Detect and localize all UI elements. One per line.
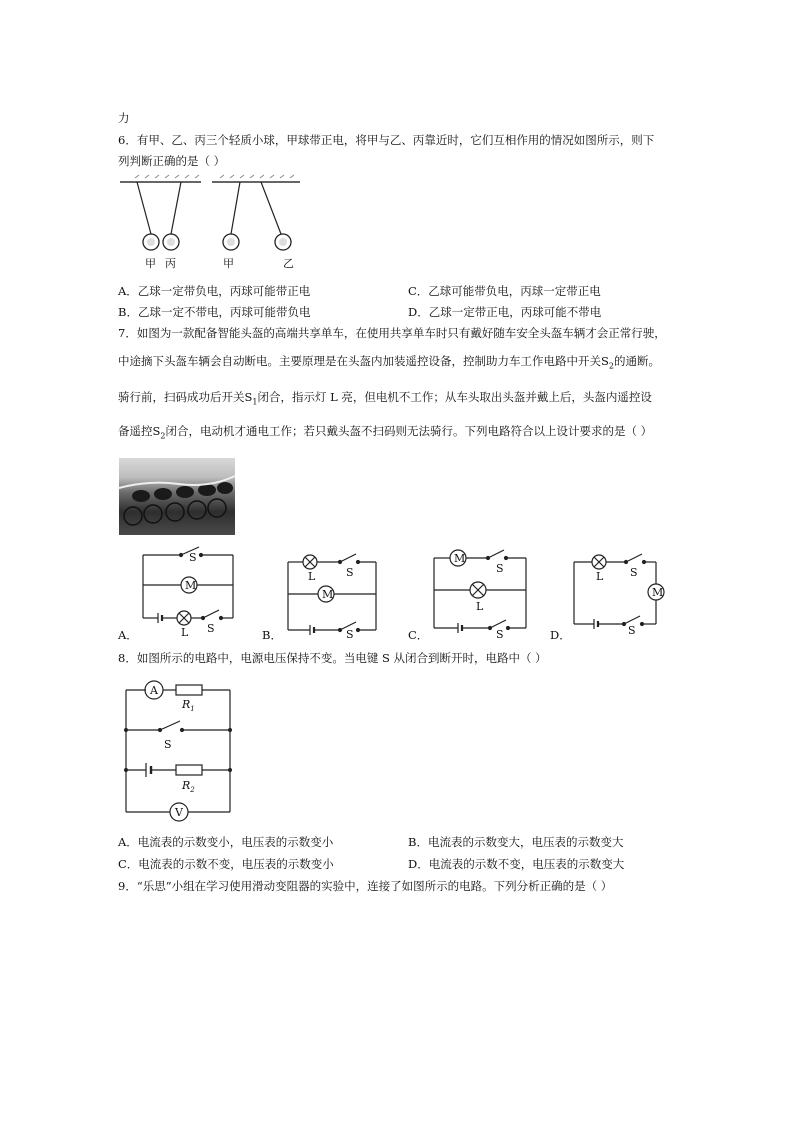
q6-option-a: A．乙球一定带负电，丙球可能带正电 [118,284,311,298]
q7-line2: 中途摘下头盔车辆会自动断电。主要原理是在头盔内加装遥控设备，控制助力车工作电路中开关$S_2$的通断。 [118,354,660,371]
page-top-fragment: 力 [118,111,130,125]
q8-stem: 8．如图所示的电路中，电源电压保持不变。当电键 S 从闭合到断开时，电路中（ ） [118,651,547,665]
q6-option-b: B．乙球一定不带电，丙球可能带负电 [118,305,311,319]
svg-text:S: S [496,562,504,575]
svg-text:S: S [189,551,197,564]
svg-text:L: L [181,626,189,639]
q6-figure-balls [115,172,315,272]
shared-bike-photo [119,458,235,535]
q6-stem-line2: 列判断正确的是（ ） [118,154,226,168]
r2-label: $R_2$ [182,779,195,794]
voltmeter-label: V [175,806,183,819]
q8-circuit [124,676,244,826]
q8-option-c: C．电流表的示数不变，电压表的示数变小 [118,857,334,871]
svg-text:S: S [346,628,354,641]
svg-text:S: S [496,628,504,641]
q8-option-d: D．电流表的示数不变，电压表的示数变大 [408,857,625,871]
q7-choice-a: A． [118,628,138,642]
q7-line1: 7．如图为一款配备智能头盔的高端共享单车，在使用共享单车时只有戴好随车安全头盔车辆才会正常行驶， [118,326,666,340]
switch-s-label: S [164,738,172,751]
q6-option-c: C．乙球可能带负电，丙球一定带正电 [408,284,601,298]
svg-text:S: S [207,622,215,635]
motor-label-a: M [185,579,197,592]
svg-text:S: S [346,566,354,579]
q9-stem: 9．“乐思”小组在学习使用滑动变阻器的实验中，连接了如图所示的电路。下列分析正确的是（ ） [118,879,613,893]
label-jia-2: 甲 [223,257,234,270]
ammeter-label: A [150,684,158,697]
q7-circuit-d [574,552,684,642]
label-jia-1: 甲 [145,257,156,270]
q7-line3: 骑行前，扫码成功后开关$S_1$闭合，指示灯 L 亮，但电机不工作；从车头取出头盔并戴上后，头盔内遥控设 [118,390,652,407]
r1-label: $R_1$ [182,698,195,713]
svg-text:M: M [322,588,334,601]
svg-text:S: S [628,624,636,637]
q7-choice-b: B． [262,628,282,642]
svg-text:M: M [652,586,664,599]
q7-circuit-c [434,548,544,641]
svg-text:M: M [454,552,466,565]
q7-circuit-a [143,550,253,640]
svg-text:L: L [596,570,604,583]
label-bing: 丙 [165,257,176,270]
svg-text:L: L [476,600,484,613]
q8-option-a: A．电流表的示数变小，电压表的示数变小 [118,835,334,849]
q6-stem-line1: 6．有甲、乙、丙三个轻质小球，甲球带正电，将甲与乙、丙靠近时，它们互相作用的情况如图所示，则下 [118,133,655,147]
q7-choice-d: D． [550,628,571,642]
q6-option-d: D．乙球一定带正电，丙球可能不带电 [408,305,602,319]
q7-circuit-b [288,550,398,640]
q8-option-b: B．电流表的示数变大，电压表的示数变大 [408,835,624,849]
q7-choice-c: C． [408,628,429,642]
q7-line4: 备遥控$S_2$闭合，电动机才通电工作；若只戴头盔不扫码则无法骑行。下列电路符合以上设计要求的是（ ） [118,424,653,441]
svg-text:S: S [630,566,638,579]
label-yi: 乙 [283,257,294,270]
svg-text:L: L [308,570,316,583]
